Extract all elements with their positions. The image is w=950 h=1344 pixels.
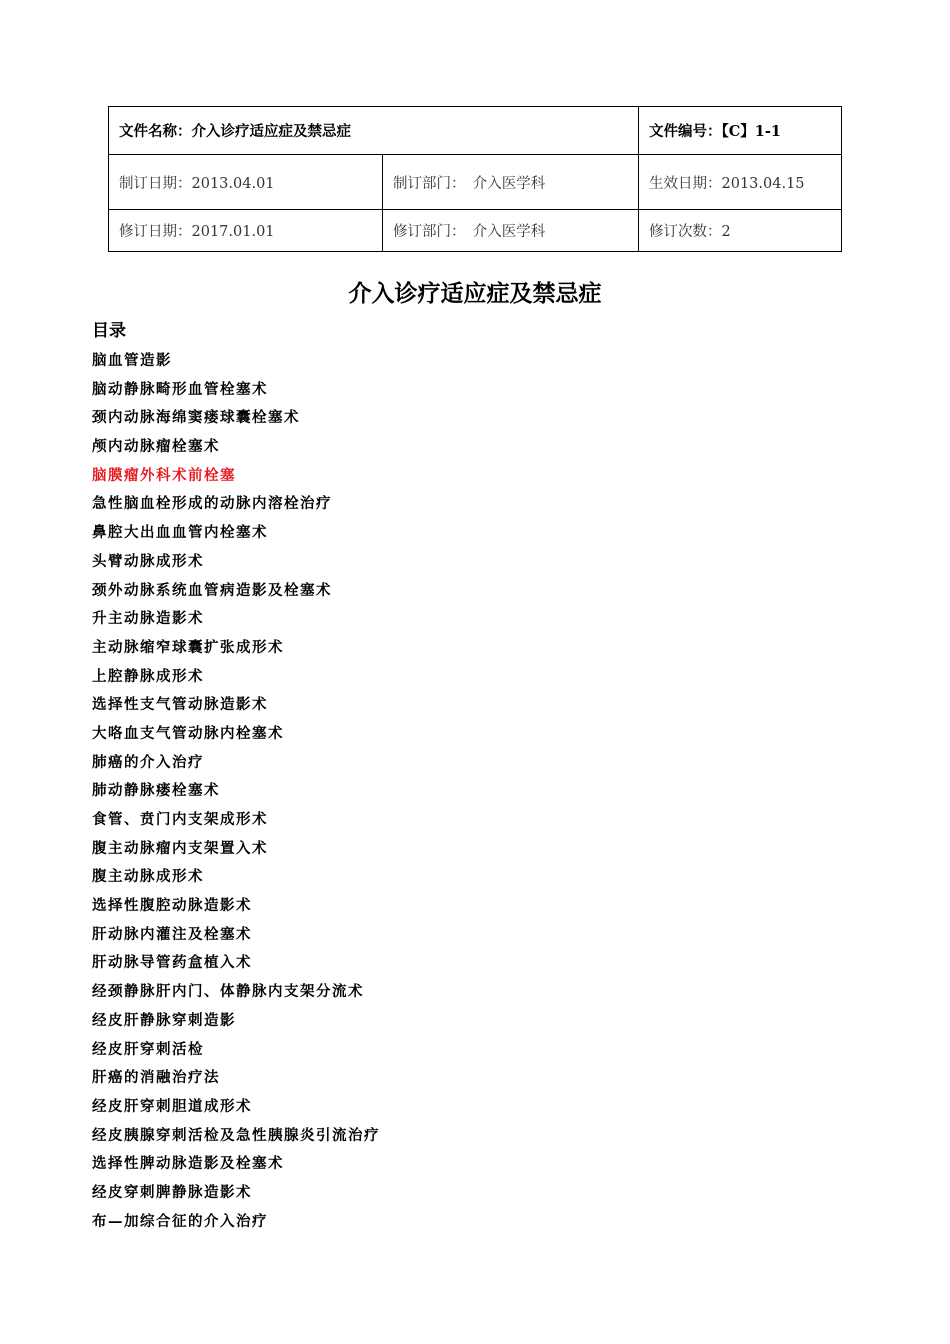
toc-item[interactable]: 选择性腹腔动脉造影术 [92, 897, 252, 915]
toc-heading: 目录 [92, 321, 126, 341]
toc-item[interactable]: 脑血管造影 [92, 352, 172, 369]
toc-item[interactable]: 颈外动脉系统血管病造影及栓塞术 [92, 581, 332, 599]
revised-dept-cell: 修订部门： 介入医学科 [383, 210, 639, 252]
toc-item[interactable]: 头臂动脉成形术 [92, 552, 204, 570]
toc-item[interactable]: 食管、贲门内支架成形术 [92, 811, 268, 828]
document-header-table [108, 106, 842, 252]
toc-item[interactable]: 脑膜瘤外科术前栓塞 [92, 466, 236, 484]
created-dept-cell: 制订部门： 介入医学科 [383, 155, 639, 210]
toc-item[interactable]: 经皮肝静脉穿刺造影 [92, 1011, 236, 1029]
toc-item[interactable]: 脑动静脉畸形血管栓塞术 [92, 380, 268, 398]
header-row-revised [109, 210, 842, 252]
toc-item[interactable]: 经皮穿刺脾静脉造影术 [92, 1183, 252, 1201]
toc-item[interactable]: 颈内动脉海绵窦瘘球囊栓塞术 [92, 409, 300, 427]
toc-item[interactable]: 上腔静脉成形术 [92, 667, 204, 685]
revision-count-cell: 修订次数：2 [639, 210, 842, 252]
toc-item[interactable]: 肝动脉内灌注及栓塞术 [92, 925, 252, 943]
toc-item[interactable]: 颅内动脉瘤栓塞术 [92, 438, 220, 456]
toc-item[interactable]: 经皮肝穿刺胆道成形术 [92, 1097, 252, 1115]
toc-item[interactable]: 主动脉缩窄球囊扩张成形术 [92, 638, 284, 656]
toc-item[interactable]: 经皮胰腺穿刺活检及急性胰腺炎引流治疗 [92, 1126, 380, 1144]
toc-item[interactable]: 肝动脉导管药盒植入术 [92, 954, 252, 972]
toc-item[interactable]: 肝癌的消融治疗法 [92, 1069, 220, 1087]
revised-date-cell: 修订日期：2017.01.01 [109, 210, 383, 252]
file-name-cell: 文件名称：介入诊疗适应症及禁忌症 [109, 107, 639, 155]
created-date-cell: 制订日期：2013.04.01 [109, 155, 383, 210]
toc-item[interactable]: 肺癌的介入治疗 [92, 753, 204, 771]
toc-item[interactable]: 大咯血支气管动脉内栓塞术 [92, 724, 284, 742]
toc-item[interactable]: 选择性脾动脉造影及栓塞术 [92, 1155, 284, 1173]
header-row-created [109, 155, 842, 210]
toc-item[interactable]: 腹主动脉成形术 [92, 868, 204, 886]
toc-item[interactable]: 经皮肝穿刺活检 [92, 1040, 204, 1058]
toc-list [92, 347, 380, 1236]
toc-item[interactable]: 腹主动脉瘤内支架置入术 [92, 839, 268, 857]
toc-item[interactable]: 急性脑血栓形成的动脉内溶栓治疗 [92, 495, 332, 513]
toc-item[interactable]: 经颈静脉肝内门、体静脉内支架分流术 [92, 983, 364, 1001]
toc-item[interactable]: 鼻腔大出血血管内栓塞术 [92, 524, 268, 542]
toc-item[interactable]: 布—加综合征的介入治疗 [92, 1212, 268, 1230]
header-row-file-info [109, 107, 842, 155]
toc-item[interactable]: 升主动脉造影术 [92, 610, 204, 628]
effective-date-cell: 生效日期：2013.04.15 [639, 155, 842, 210]
toc-item[interactable]: 选择性支气管动脉造影术 [92, 696, 268, 714]
file-number-cell: 文件编号：【C】1-1 [639, 107, 842, 155]
document-title: 介入诊疗适应症及禁忌症 [348, 280, 602, 307]
toc-item[interactable]: 肺动静脉瘘栓塞术 [92, 782, 220, 800]
